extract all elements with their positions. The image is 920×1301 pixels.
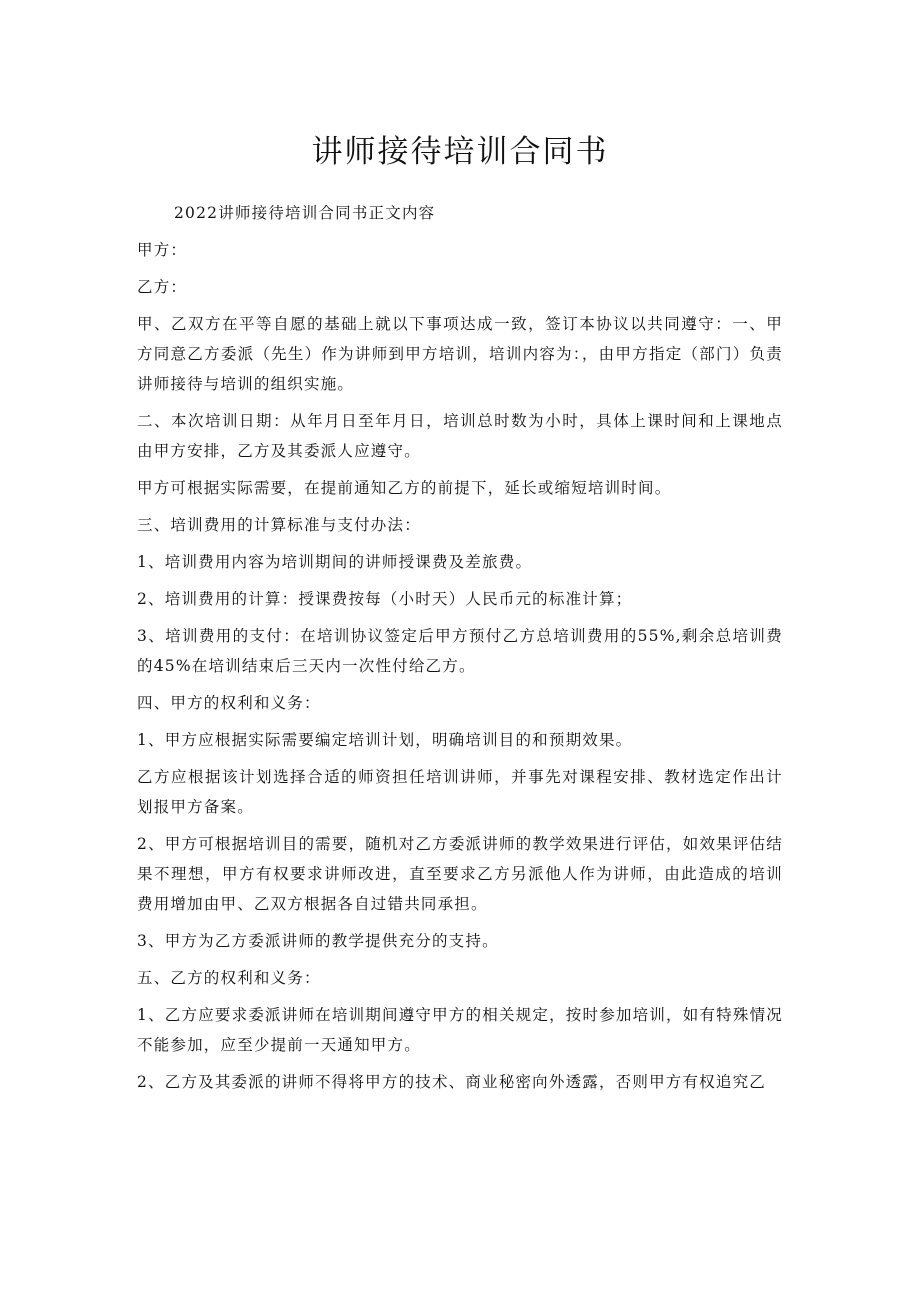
paragraph-confidentiality: 2、乙方及其委派的讲师不得将甲方的技术、商业秘密向外透露，否则甲方有权追究乙 — [137, 1073, 766, 1091]
paragraph-support: 3、甲方为乙方委派讲师的教学提供充分的支持。 — [137, 932, 499, 950]
paragraph-section-5-heading: 五、乙方的权利和义务： — [137, 969, 321, 987]
paragraph-fee-content: 1、培训费用内容为培训期间的讲师授课费及差旅费。 — [137, 553, 533, 571]
paragraph-fee-payment: 3、培训费用的支付：在培训协议签定后甲方预付乙方总培训费用的55%,剩余总培训费的45%在培训结束后三天内一次性付给乙方。 — [137, 627, 783, 675]
paragraph-section-4-heading: 四、甲方的权利和义务： — [137, 694, 321, 712]
paragraph-intro: 2022讲师接待培训合同书正文内容 — [174, 204, 436, 222]
document-body — [137, 198, 783, 1097]
paragraph-section-3-heading: 三、培训费用的计算标准与支付办法： — [137, 516, 421, 534]
paragraph-party-b-rules: 1、乙方应要求委派讲师在培训期间遵守甲方的相关规定，按时参加培训，如有特殊情况不能参加，应至少提前一天通知甲方。 — [137, 1006, 783, 1054]
paragraph-fee-calc: 2、培训费用的计算：授课费按每（小时天）人民币元的标准计算； — [137, 590, 633, 608]
paragraph-party-b: 乙方： — [137, 278, 188, 296]
paragraph-agreement: 甲、乙双方在平等自愿的基础上就以下事项达成一致，签订本协议以共同遵守：一、甲方同意乙方委派（先生）作为讲师到甲方培训，培训内容为：，由甲方指定（部门）负责讲师接待与培训的组织实施。 — [137, 315, 783, 393]
paragraph-party-a-plan: 1、甲方应根据实际需要编定培训计划，明确培训目的和预期效果。 — [137, 731, 633, 749]
paragraph-party-b-teacher: 乙方应根据该计划选择合适的师资担任培训讲师，并事先对课程安排、教材选定作出计划报甲方备案。 — [137, 768, 783, 816]
paragraph-section-2: 二、本次培训日期：从年月日至年月日，培训总时数为小时，具体上课时间和上课地点由甲方安排，乙方及其委派人应遵守。 — [137, 412, 783, 460]
document-title: 讲师接待培训合同书 — [311, 134, 609, 170]
paragraph-evaluation: 2、甲方可根据培训目的需要，随机对乙方委派讲师的教学效果进行评估，如效果评估结果不理想，甲方有权要求讲师改进，直至要求乙方另派他人作为讲师，由此造成的培训费用增加由甲、乙双方根据各自过错共同承担。 — [137, 835, 783, 913]
paragraph-time-adjust: 甲方可根据实际需要，在提前通知乙方的前提下，延长或缩短培训时间。 — [137, 479, 672, 497]
paragraph-party-a: 甲方： — [137, 241, 188, 259]
